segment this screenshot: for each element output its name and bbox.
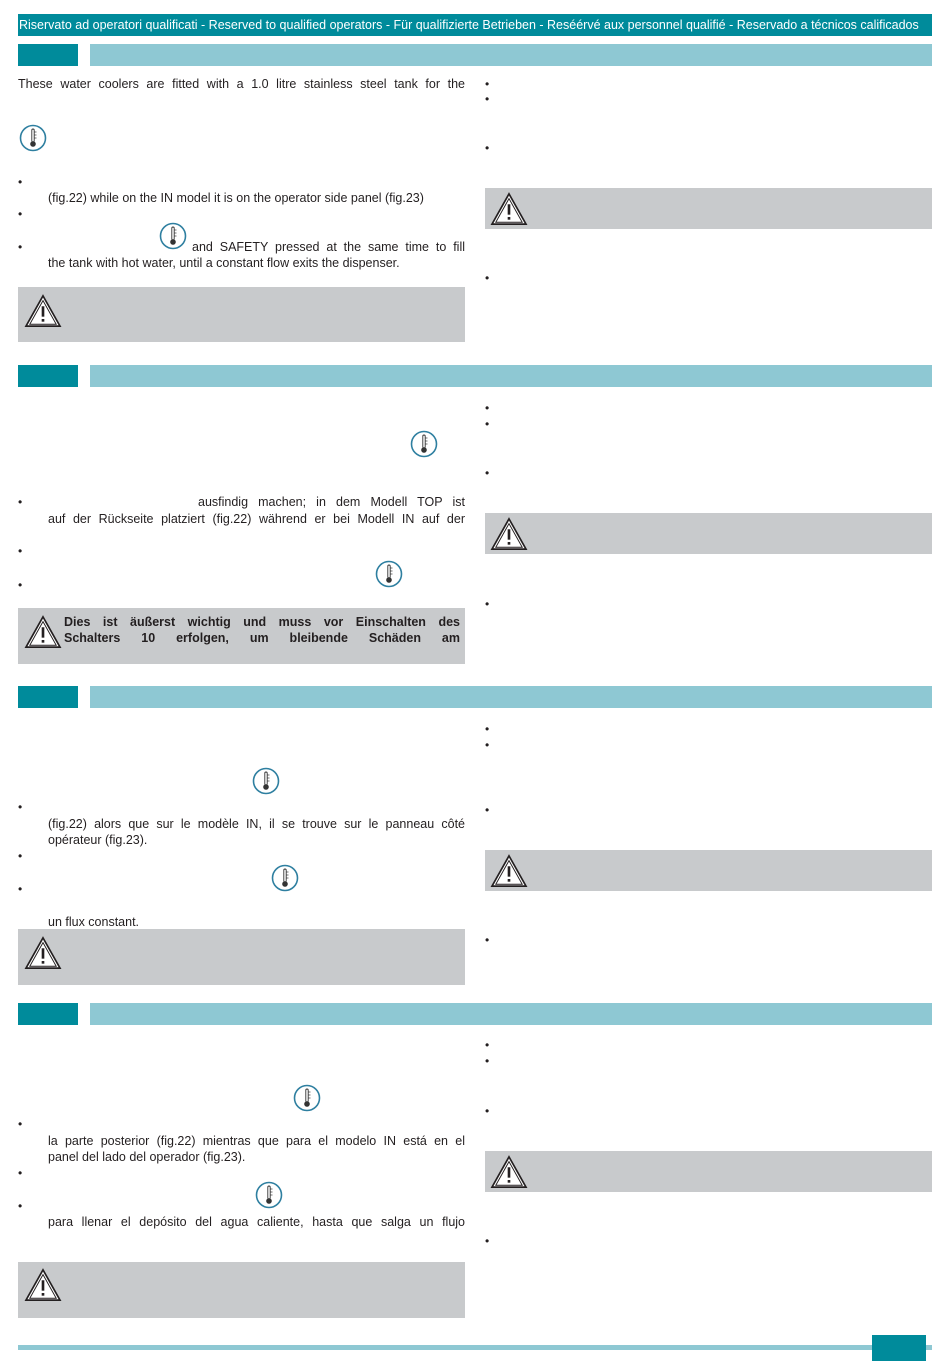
section-tab-de <box>18 365 78 387</box>
fr-text-1: (fig.22) alors que sur le modèle IN, il se trouve sur le panneau côté <box>48 817 465 831</box>
es-text-3: para llenar el depósito del agua caliente, hasta que salga un flujo <box>48 1215 465 1229</box>
bullet: • <box>485 933 490 947</box>
safety-text-1: and SAFETY pressed at the same time to fill <box>192 240 465 254</box>
warning-box <box>485 850 932 891</box>
thermometer-icon <box>252 767 280 795</box>
warning-icon <box>24 936 62 970</box>
section-tab-fr <box>18 686 78 708</box>
bullet: • <box>18 882 23 896</box>
bullet: • <box>485 1054 490 1068</box>
warning-icon <box>490 517 528 551</box>
bullet: • <box>485 722 490 736</box>
thermometer-icon <box>159 222 187 250</box>
bullet: • <box>18 1199 23 1213</box>
de-text-1: ausfindig machen; in dem Modell TOP ist <box>198 495 465 509</box>
bullet: • <box>485 466 490 480</box>
bullet: • <box>18 800 23 814</box>
bullet: • <box>485 271 490 285</box>
warning-icon <box>24 1268 62 1302</box>
thermometer-icon <box>255 1181 283 1209</box>
bullet: • <box>18 544 23 558</box>
bullet: • <box>18 495 23 509</box>
bullet: • <box>485 1234 490 1248</box>
bullet: • <box>485 738 490 752</box>
safety-text-2: the tank with hot water, until a constant flow exits the dispenser. <box>48 256 400 270</box>
de-warning-1: Dies ist äußerst wichtig und muss vor Einschalten des <box>64 615 460 629</box>
es-text-2: panel del lado del operador (fig.23). <box>48 1150 246 1164</box>
reserved-banner: Riservato ad operatori qualificati - Reserved to qualified operators - Für qualifizierte Betrieben - Reséérvé aux personnel qualifié - Reservado a técnicos calificados <box>18 14 932 36</box>
warning-icon <box>490 854 528 888</box>
bullet: • <box>485 417 490 431</box>
bullet: • <box>18 1166 23 1180</box>
thermometer-icon <box>293 1084 321 1112</box>
warning-icon <box>24 615 62 649</box>
warning-box <box>18 1262 465 1318</box>
bullet: • <box>485 141 490 155</box>
thermometer-icon <box>271 864 299 892</box>
bullet: • <box>485 803 490 817</box>
section-bar-en <box>90 44 932 66</box>
thermometer-icon <box>410 430 438 458</box>
bullet: • <box>485 77 490 91</box>
bullet: • <box>485 1104 490 1118</box>
bullet: • <box>18 207 23 221</box>
bullet: • <box>18 1117 23 1131</box>
bullet: • <box>18 240 23 254</box>
bullet: • <box>18 175 23 189</box>
de-warning-2: Schalters 10 erfolgen, um bleibende Schäden am <box>64 631 460 645</box>
section-bar-es <box>90 1003 932 1025</box>
bullet: • <box>485 597 490 611</box>
warning-box <box>18 929 465 985</box>
section-bar-de <box>90 365 932 387</box>
footer-line <box>18 1345 932 1350</box>
warning-icon <box>24 294 62 328</box>
page-number-box <box>872 1335 926 1361</box>
warning-icon <box>490 192 528 226</box>
bullet: • <box>18 578 23 592</box>
section-tab-es <box>18 1003 78 1025</box>
thermometer-icon <box>375 560 403 588</box>
bullet: • <box>485 1038 490 1052</box>
warning-box <box>485 513 932 554</box>
warning-icon <box>490 1155 528 1189</box>
intro-text: These water coolers are fitted with a 1.0 litre stainless steel tank for the <box>18 77 465 91</box>
warning-box <box>18 287 465 342</box>
thermometer-icon <box>19 124 47 152</box>
es-text-1: la parte posterior (fig.22) mientras que para el modelo IN está en el <box>48 1134 465 1148</box>
bullet: • <box>485 92 490 106</box>
section-bar-fr <box>90 686 932 708</box>
bullet: • <box>485 401 490 415</box>
fig-text: (fig.22) while on the IN model it is on the operator side panel (fig.23) <box>48 191 424 205</box>
warning-box <box>485 1151 932 1192</box>
warning-box <box>18 608 465 664</box>
fr-text-3: un flux constant. <box>48 915 140 929</box>
warning-box <box>485 188 932 229</box>
fr-text-2: opérateur (fig.23). <box>48 833 148 847</box>
bullet: • <box>18 849 23 863</box>
section-tab-en <box>18 44 78 66</box>
de-text-2: auf der Rückseite platziert (fig.22) während er bei Modell IN auf der <box>48 512 465 526</box>
